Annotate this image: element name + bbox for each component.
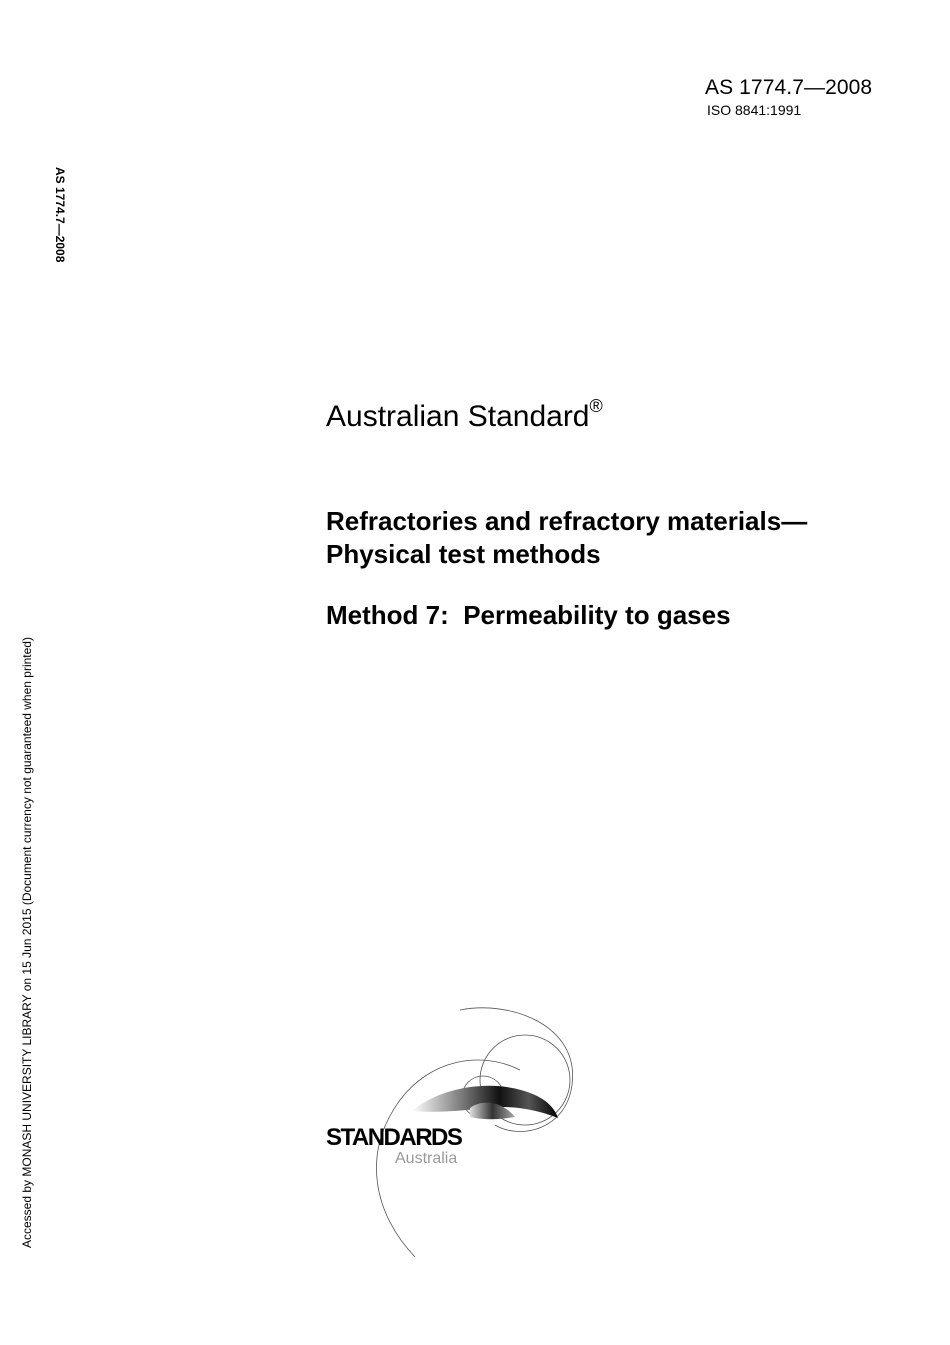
title-line-2: Physical test methods: [326, 539, 601, 569]
title-line-1: Refractories and refractory materials—: [326, 506, 808, 536]
method-name: Permeability to gases: [463, 600, 731, 630]
logo-standards-text: STANDARDS: [326, 1124, 462, 1151]
logo-australia-text: Australia: [395, 1150, 458, 1167]
access-notice: Accessed by MONASH UNIVERSITY LIBRARY on 15 Jun 2015 (Document currency not guaranteed when printed): [20, 637, 34, 1248]
registered-mark: ®: [589, 396, 603, 416]
document-title: [326, 505, 807, 571]
spine-standard-number: AS 1774.7—2008: [53, 167, 67, 263]
brand-title: [326, 396, 603, 434]
standard-number: AS 1774.7—2008: [705, 76, 873, 99]
brand-name: Australian Standard: [326, 400, 590, 433]
method-heading: [326, 600, 731, 631]
method-label: Method 7:: [326, 600, 449, 630]
iso-number: ISO 8841:1991: [707, 102, 802, 118]
